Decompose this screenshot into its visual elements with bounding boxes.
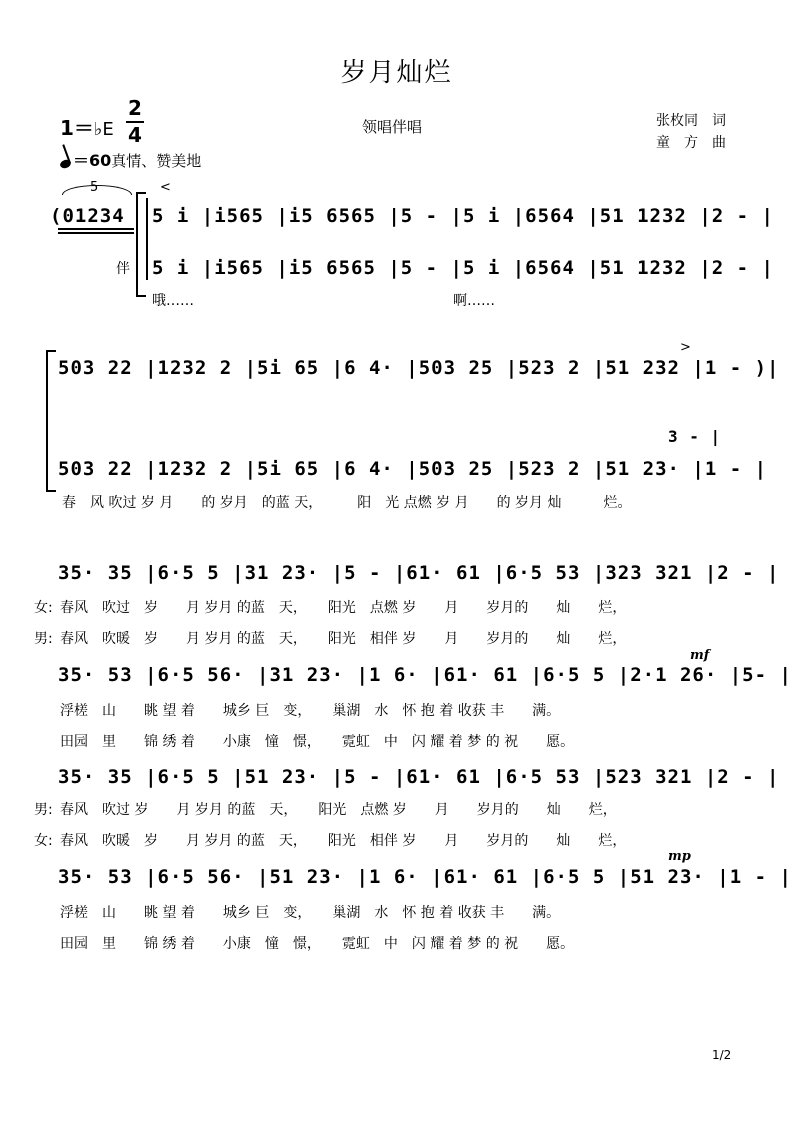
tempo-desc: 真情、赞美地	[111, 152, 202, 170]
time-signature	[124, 96, 146, 148]
vowel-ah: 啊……	[453, 293, 495, 309]
system1-left-bar	[146, 198, 148, 280]
system2-lyrics: 春 风 吹过 岁 月 的 岁月 的蓝 天， 阳 光 点燃 岁 月 的 岁月 灿 烂。	[62, 495, 632, 511]
system2-top-line: 503 22 |1232 2 |5i 65 |6 4· |503 25 |523 2 |51 232 |1 - )|	[58, 357, 780, 379]
system1-bracket-bottom	[136, 295, 146, 297]
performance-subtitle: 领唱伴唱	[362, 118, 423, 136]
system4-lyric-4: 田园 里 锦 绣 着 小康 憧 憬， 霓虹 中 闪 耀 着 梦 的 祝 愿。	[60, 936, 575, 952]
system4-melody-2: 35· 53 |6·5 56· |51 23· |1 6· |61· 61 |6·5 5 |51 23· |1 - |	[58, 866, 792, 888]
intro-tuplet: 5	[90, 180, 99, 195]
system2-bracket-top	[46, 350, 56, 352]
time-bottom: 4	[128, 123, 142, 147]
key-flat: ♭E	[93, 119, 114, 140]
system1-bracket	[136, 192, 138, 297]
system3-lyric-2: 春风 吹暖 岁 月 岁月 的蓝 天， 阳光 相伴 岁 月 岁月的 灿 烂，	[60, 631, 627, 647]
system2-bottom-line: 503 22 |1232 2 |5i 65 |6 4· |503 25 |523 2 |51 23· |1 - |	[58, 458, 768, 480]
system3-melody-1: 35· 35 |6·5 5 |31 23· |5 - |61· 61 |6·5 53 |323 321 |2 - |	[58, 562, 780, 584]
system1-bracket-top	[136, 192, 146, 194]
system4-lyric-3: 浮槎 山 眺 望 着 城乡 巨 变， 巢湖 水 怀 抱 着 收获 丰 满。	[60, 905, 561, 921]
system4-melody-1: 35· 35 |6·5 5 |51 23· |5 - |61· 61 |6·5 53 |523 321 |2 - |	[58, 766, 780, 788]
system4-lyric-2-label: 女:	[34, 833, 53, 849]
quarter-note-icon	[59, 158, 72, 169]
system3-lyric-3: 浮槎 山 眺 望 着 城乡 巨 变， 巢湖 水 怀 抱 着 收获 丰 满。	[60, 703, 561, 719]
lyricist-credit: 张枚同 词	[656, 113, 726, 129]
crescendo-mark: <	[160, 180, 171, 195]
system4-lyric-1-label: 男:	[34, 802, 53, 818]
system3-lyric-1-label: 女:	[34, 600, 53, 616]
system1-bottom-line: 5 i |i565 |i5 6565 |5 - |5 i |6564 |51 1232 |2 - |	[152, 257, 774, 279]
system2-bracket	[46, 350, 48, 492]
system4-dynamic: mp	[668, 849, 691, 864]
intro-underline-2	[58, 232, 134, 234]
system4-lyric-2: 春风 吹暖 岁 月 岁月 的蓝 天， 阳光 相伴 岁 月 岁月的 灿 烂，	[60, 833, 627, 849]
song-title: 岁月灿烂	[340, 58, 453, 88]
vowel-oh: 哦……	[152, 293, 194, 309]
composer-credit: 童 方 曲	[656, 135, 726, 151]
accompaniment-label: 伴	[116, 261, 130, 277]
key-signature	[60, 112, 114, 141]
system3-lyric-1: 春风 吹过 岁 月 岁月 的蓝 天， 阳光 点燃 岁 月 岁月的 灿 烂，	[60, 600, 627, 616]
decrescendo-mark: >	[680, 340, 691, 355]
system3-dynamic: mf	[690, 648, 710, 663]
system4-lyric-1: 春风 吹过 岁 月 岁月 的蓝 天， 阳光 点燃 岁 月 岁月的 灿 烂，	[60, 802, 617, 818]
intro-notes: (01234	[50, 205, 125, 227]
page-number: 1/2	[712, 1048, 732, 1062]
intro-underline-1	[58, 228, 134, 230]
tempo-value: ＝60	[73, 151, 112, 170]
system2-bracket-bottom	[46, 490, 56, 492]
system3-lyric-2-label: 男:	[34, 631, 53, 647]
system1-top-line: 5 i |i565 |i5 6565 |5 - |5 i |6564 |51 1232 |2 - |	[152, 205, 774, 227]
time-top: 2	[128, 96, 142, 120]
alternate-ending: 3 - |	[668, 427, 722, 446]
tempo-marking	[60, 148, 201, 171]
system3-melody-2: 35· 53 |6·5 56· |31 23· |1 6· |61· 61 |6·5 5 |2·1 26· |5- |	[58, 664, 792, 686]
system3-lyric-4: 田园 里 锦 绣 着 小康 憧 憬， 霓虹 中 闪 耀 着 梦 的 祝 愿。	[60, 734, 575, 750]
key-prefix: 1＝	[60, 116, 94, 140]
